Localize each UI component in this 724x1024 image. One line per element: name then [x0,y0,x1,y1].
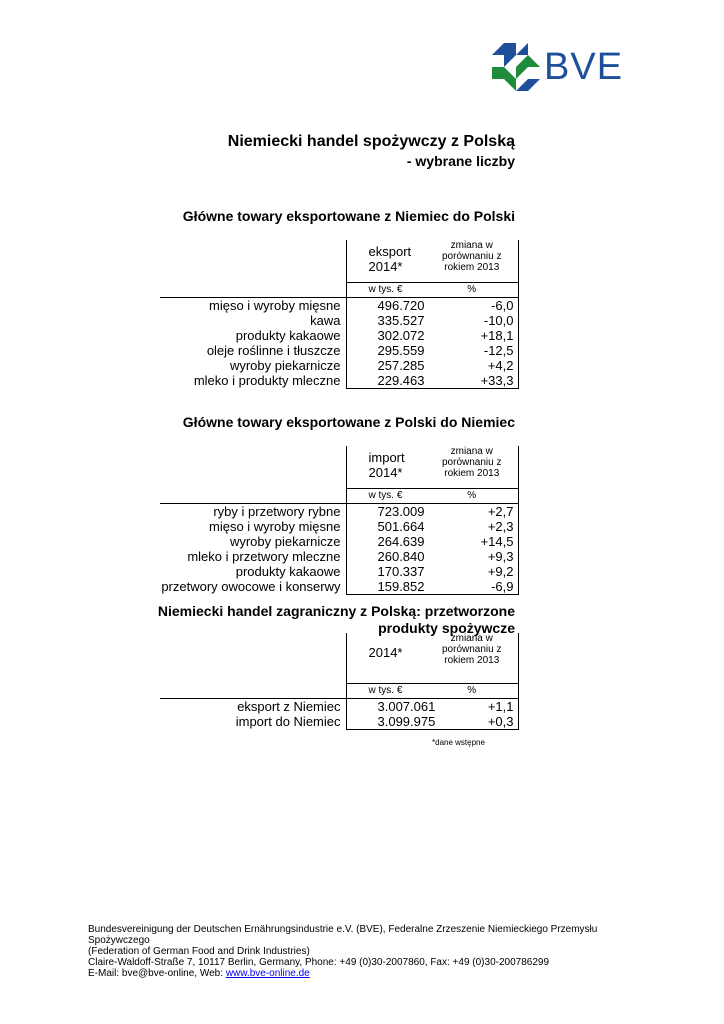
row-change: +2,3 [426,519,518,534]
row-value: 260.840 [346,549,426,564]
table-row [160,298,518,314]
section-2-title: Główne towary eksportowane z Polski do Niemiec [182,414,515,430]
row-label: kawa [310,313,341,328]
row-value: 257.285 [346,358,426,373]
page-title: Niemiecki handel spożywczy z Polską [227,133,515,150]
row-change: +9,2 [426,564,518,579]
row-change: -12,5 [426,343,518,358]
table-row [160,358,518,373]
column-header-value: 2014* [346,633,426,684]
footer-line-3: Claire-Waldoff-Straße 7, 10117 Berlin, Germany, Phone: +49 (0)30-2007860, Fax: +49 (0)30-200786299 [88,957,550,968]
footer [88,924,648,979]
table-row [160,579,518,595]
row-value: 3.007.061 [346,699,426,715]
footer-email: E-Mail: bve@bve-online, Web: [88,968,226,979]
row-value: 3.099.975 [346,714,426,730]
row-value: 170.337 [346,564,426,579]
row-change: +2,7 [426,504,518,520]
row-label: wyroby piekarnicze [229,534,341,549]
table-row [160,328,518,343]
footer-line-2: (Federation of German Food and Drink Industries) [88,946,310,957]
row-value: 302.072 [346,328,426,343]
column-header-change: zmiana w porównaniu z rokiem 2013 [426,633,518,684]
column-header-value: import 2014* [346,446,426,489]
row-change: +9,3 [426,549,518,564]
export-table [160,240,519,389]
row-value: 335.527 [346,313,426,328]
footnote: *dane wstępne [432,738,485,747]
row-change: -6,9 [426,579,518,595]
unit-value: w tys. € [346,684,426,699]
row-change: +18,1 [426,328,518,343]
row-value: 501.664 [346,519,426,534]
row-label: oleje roślinne i tłuszcze [206,343,341,358]
row-label: przetwory owocowe i konserwy [161,579,341,595]
row-label: eksport z Niemiec [237,699,341,714]
page-subtitle: - wybrane liczby [406,153,515,169]
column-header-value: eksport 2014* [346,240,426,283]
table-row [160,564,518,579]
row-label: mleko i produkty mleczne [193,373,341,389]
unit-change: % [426,684,518,699]
import-table [160,446,519,595]
unit-value: w tys. € [346,283,426,298]
row-label: ryby i przetwory rybne [213,504,341,519]
row-label: produkty kakaowe [235,564,341,579]
row-change: +0,3 [426,714,518,730]
row-value: 229.463 [346,373,426,389]
bve-logo [490,41,640,93]
website-link[interactable]: www.bve-online.de [225,968,310,979]
row-change: -10,0 [426,313,518,328]
row-value: 264.639 [346,534,426,549]
bve-logo-mark-icon [490,41,542,93]
row-label: mleko i przetwory mleczne [187,549,341,564]
row-value: 723.009 [346,504,426,520]
row-label: produkty kakaowe [235,328,341,343]
unit-change: % [426,283,518,298]
row-change: +4,2 [426,358,518,373]
table-row [160,373,518,389]
row-label: import do Niemiec [235,714,341,730]
row-change: +1,1 [426,699,518,715]
row-change: -6,0 [426,298,518,314]
footer-line-1: Bundesvereinigung der Deutschen Ernährungsindustrie e.V. (BVE), Federalne Zrzeszenie Niemieckiego Przemysłu Spożywczego [88,924,598,946]
table-row [160,714,518,730]
row-change: +33,3 [426,373,518,389]
table-row [160,549,518,564]
table-row [160,534,518,549]
row-value: 159.852 [346,579,426,595]
row-value: 496.720 [346,298,426,314]
row-label: mięso i wyroby mięsne [209,298,341,313]
logo-text: BVE [544,46,624,88]
section-3-title: Niemiecki handel zagraniczny z Polską: przetworzone produkty spożywcze [157,603,515,636]
footer-line-4 [88,968,648,979]
table-row [160,343,518,358]
column-header-change: zmiana w porównaniu z rokiem 2013 [426,446,518,489]
table-row [160,504,518,520]
trade-table [160,633,519,730]
unit-value: w tys. € [346,489,426,504]
table-row [160,519,518,534]
table-row [160,699,518,715]
row-value: 295.559 [346,343,426,358]
row-label: mięso i wyroby mięsne [209,519,341,534]
table-row [160,313,518,328]
row-label: wyroby piekarnicze [229,358,341,373]
section-1-title: Główne towary eksportowane z Niemiec do Polski [182,208,515,224]
row-change: +14,5 [426,534,518,549]
column-header-change: zmiana w porównaniu z rokiem 2013 [426,240,518,283]
unit-change: % [426,489,518,504]
